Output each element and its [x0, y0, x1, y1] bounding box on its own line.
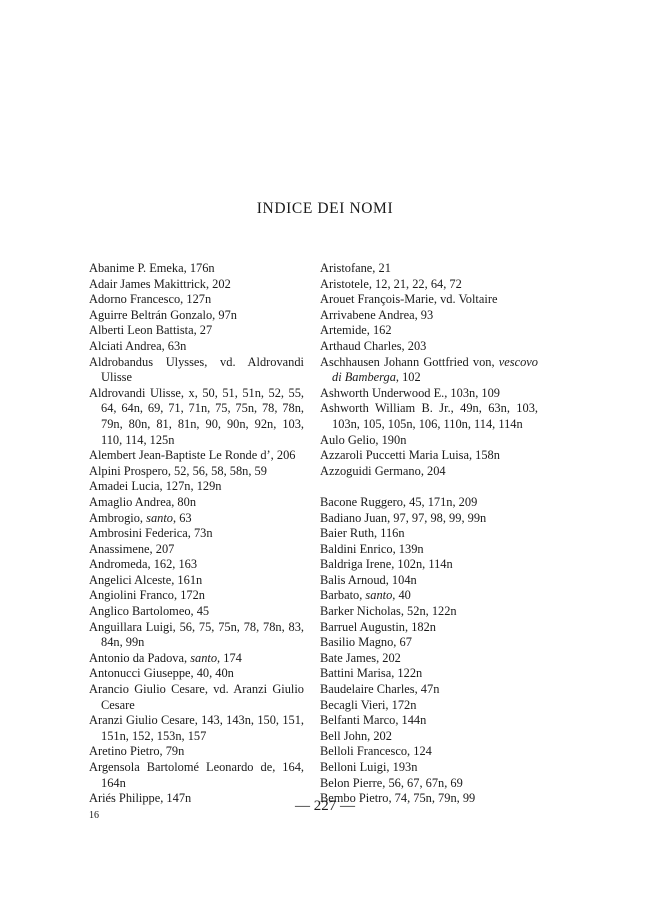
index-entry: Baier Ruth, 116n: [320, 526, 405, 541]
index-entry: [89, 511, 304, 527]
index-entry: Abanime P. Emeka, 176n: [89, 261, 215, 275]
index-entry: Belfanti Marco, 144n: [320, 713, 427, 728]
index-entry: Bacone Ruggero, 45, 171n, 209: [320, 494, 478, 509]
index-entry: Anguillara Luigi, 56, 75, 75n, 78, 78n, 83, 84n, 99n: [89, 619, 304, 650]
index-entry: Belloli Francesco, 124: [320, 744, 432, 759]
entry-name: Barbato,: [320, 588, 366, 603]
entry-name: Antonio da Padova,: [89, 650, 191, 665]
index-entry: Badiano Juan, 97, 97, 98, 99, 99n: [320, 510, 487, 525]
index-entry: Alpini Prospero, 52, 56, 58, 58n, 59: [89, 463, 267, 478]
index-entry: Anglico Bartolomeo, 45: [89, 604, 210, 619]
index-entry: Anassimene, 207: [89, 541, 175, 556]
index-entry: Baldini Enrico, 139n: [320, 541, 424, 556]
index-entry: Bate James, 202: [320, 650, 401, 665]
index-entry: Bembo Pietro, 74, 75n, 79n, 99: [320, 791, 476, 806]
index-entry: Ashworth Underwood E., 103n, 109: [320, 385, 500, 400]
index-entry: Azzaroli Puccetti Maria Luisa, 158n: [320, 448, 500, 463]
index-entry: Azzoguidi Germano, 204: [320, 463, 446, 478]
page-title: INDICE DEI NOMI: [256, 200, 394, 217]
index-entry: Barker Nicholas, 52n, 122n: [320, 604, 457, 619]
index-entry: Aldrobandus Ulysses, vd. Aldrovandi Ulisse: [89, 354, 304, 385]
index-entry: Angelici Alceste, 161n: [89, 572, 203, 587]
index-entry: Balis Arnoud, 104n: [320, 572, 417, 587]
index-entry: Angiolini Franco, 172n: [89, 588, 205, 603]
index-entry: Ambrosini Federica, 73n: [89, 526, 213, 541]
index-entry: Andromeda, 162, 163: [89, 557, 198, 572]
index-entry: Argensola Bartolomé Leonardo de, 164, 164n: [89, 760, 304, 790]
index-entry: Belloni Luigi, 193n: [320, 760, 418, 774]
index-entry: Aulo Gelio, 190n: [320, 432, 407, 447]
index-entry: Aretino Pietro, 79n: [89, 744, 185, 759]
entry-pages: , 63: [173, 510, 192, 525]
index-entry: Basilio Magno, 67: [320, 635, 412, 650]
index-entry: Aguirre Beltrán Gonzalo, 97n: [89, 307, 237, 322]
entry-pages: , 40: [392, 588, 411, 603]
entry-qualifier: vescovo di Bamberga: [332, 354, 538, 385]
index-entry: Arancio Giulio Cesare, vd. Aranzi Giulio Cesare: [89, 682, 304, 712]
index-entry: Ariés Philippe, 147n: [89, 791, 192, 806]
index-entry: Alberti Leon Battista, 27: [89, 323, 213, 338]
index-entry: Barruel Augustin, 182n: [320, 619, 436, 634]
index-entry: Aristofane, 21: [320, 261, 391, 275]
entry-name: Aschhausen Johann Gottfried von,: [320, 354, 499, 369]
index-entry: Aristotele, 12, 21, 22, 64, 72: [320, 276, 462, 291]
index-entry: Belon Pierre, 56, 67, 67n, 69: [320, 775, 463, 790]
entry-name: Ambrogio,: [89, 510, 147, 525]
index-entry: Alembert Jean-Baptiste Le Ronde d’, 206: [89, 448, 296, 463]
index-column-left: [89, 261, 304, 807]
index-column-right: [320, 261, 538, 807]
index-entry: Antonucci Giuseppe, 40, 40n: [89, 666, 234, 681]
entry-pages: , 102: [395, 370, 421, 385]
index-entry: Aranzi Giulio Cesare, 143, 143n, 150, 151, 151n, 152, 153n, 157: [89, 713, 304, 743]
index-entry: [320, 355, 538, 386]
entry-qualifier: santo: [146, 510, 173, 525]
index-entry: Amaglio Andrea, 80n: [89, 494, 197, 509]
entry-pages: , 174: [217, 650, 242, 665]
signature-mark: 16: [89, 810, 99, 821]
index-entry: Becagli Vieri, 172n: [320, 697, 417, 712]
index-entry: Arouet François-Marie, vd. Voltaire: [320, 292, 498, 307]
index-entry: Aldrovandi Ulisse, x, 50, 51, 51n, 52, 55, 64, 64n, 69, 71, 71n, 75, 75n, 78, 78n, 79n, 80n, 81, 81n, 90, 90n, 92n, 103, 110, 114, 125n: [89, 385, 304, 447]
index-entry: Bell John, 202: [320, 728, 392, 743]
index-entry: Battini Marisa, 122n: [320, 666, 423, 681]
index-entry: Adorno Francesco, 127n: [89, 292, 212, 307]
index-entry: Alciati Andrea, 63n: [89, 338, 187, 353]
index-entry: Adair James Makittrick, 202: [89, 276, 231, 291]
index-entry: Baldriga Irene, 102n, 114n: [320, 557, 453, 572]
letter-group-gap: [320, 479, 538, 495]
index-entry: Ashworth William B. Jr., 49n, 63n, 103, 103n, 105, 105n, 106, 110n, 114, 114n: [320, 401, 538, 431]
entry-qualifier: santo: [365, 588, 393, 603]
index-entry: Artemide, 162: [320, 323, 392, 338]
index-entry: Arthaud Charles, 203: [320, 338, 427, 353]
index-entry: Arrivabene Andrea, 93: [320, 307, 434, 322]
index-entry: [89, 651, 304, 667]
index-entry: [320, 588, 538, 604]
index-entry: Baudelaire Charles, 47n: [320, 682, 440, 697]
index-entry: Amadei Lucia, 127n, 129n: [89, 479, 222, 494]
entry-qualifier: santo: [190, 650, 218, 665]
page-number: — 227 —: [295, 798, 355, 814]
